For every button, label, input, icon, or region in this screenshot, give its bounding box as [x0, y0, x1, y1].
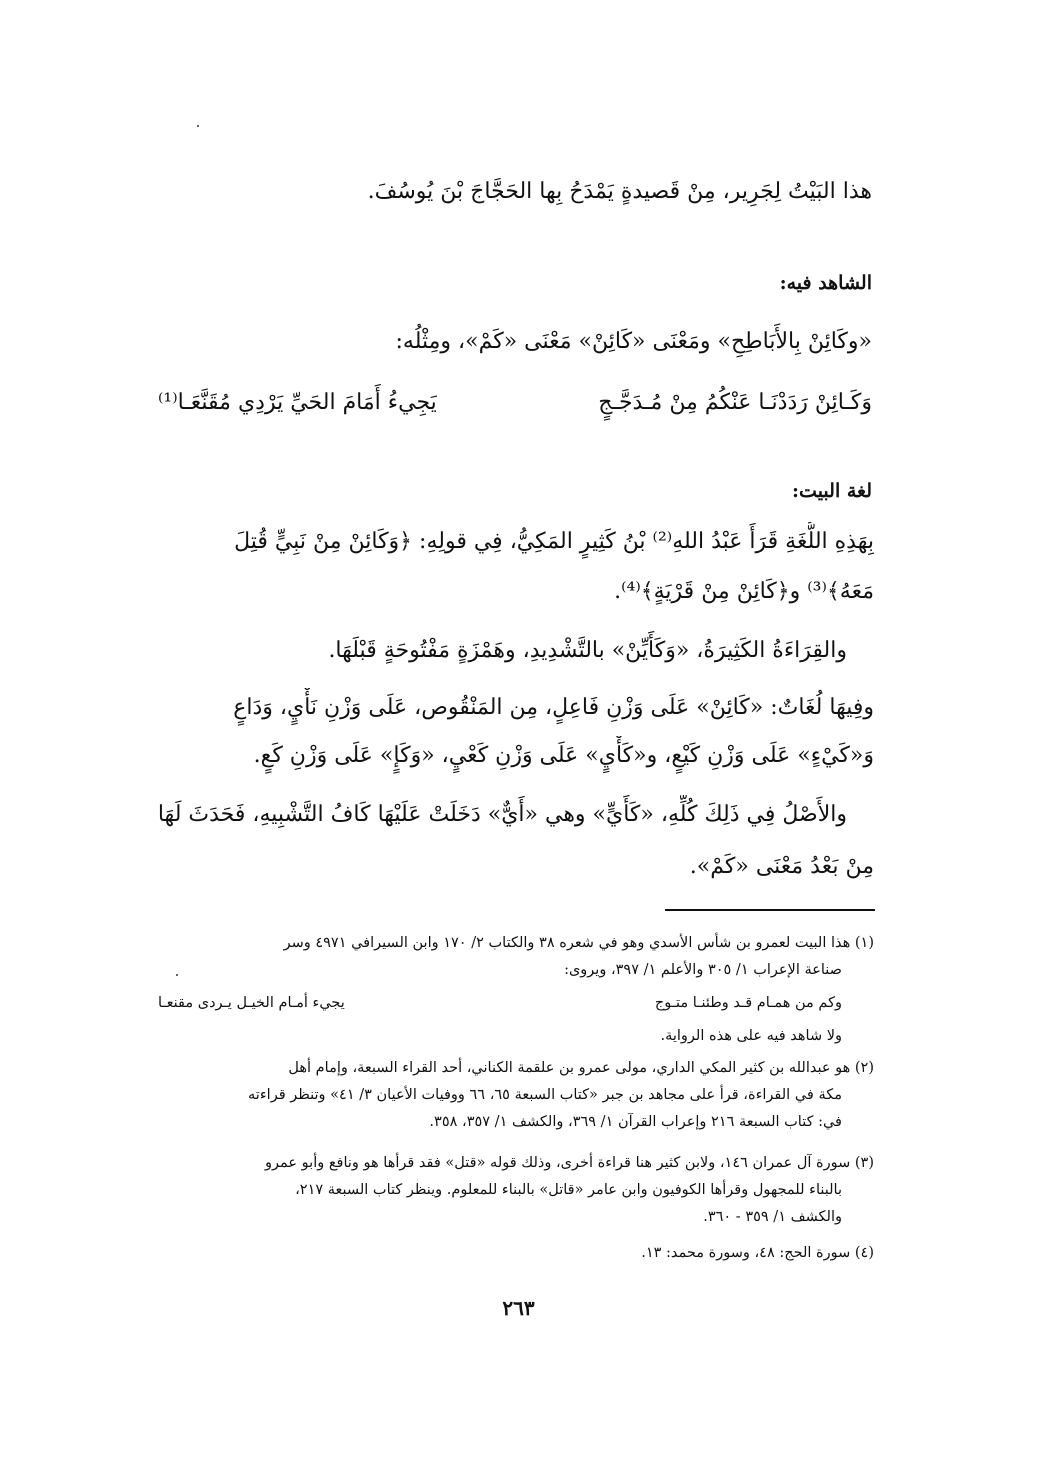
- scan-speck: [197, 125, 199, 127]
- footnote-line: ولا شاهد فيه على هذه الرواية.: [660, 1028, 842, 1044]
- footnote-line: (٤) سورة الحج: ٤٨، وسورة محمد: ١٣.: [641, 1245, 874, 1261]
- body-line: والأَصْلُ فِي ذَلِكَ كُلِّهِ، «كَأَيٍّ» وهي «أَيٌّ» دَخَلَتْ عَلَيْهَا كَافُ التَّشْبِيهِ، فَحَدَثَ لَهَا: [157, 802, 847, 827]
- witness-heading: الشاهد فيه:: [779, 272, 872, 294]
- language-heading: لغة البيت:: [792, 480, 872, 502]
- body-line: وفِيهَا لُغَاتٌ: «كَائِنْ» عَلَى وَزْنِ فَاعِلٍ، مِن المَنْقُوص، عَلَى وَزْنِ نَأْيٍ، وَدَاعٍ: [233, 695, 874, 720]
- intro-line: هذا البَيْتُ لِجَرِير، مِنْ قَصيدةٍ يَمْدَحُ بِها الحَجَّاجَ بْنَ يُوسُفَ.: [367, 179, 872, 204]
- body-line: بِهَذِهِ اللُّغَةِ قَرَأَ عَبْدُ اللهِ⁽²⁾ بْنُ كَثِيرٍ المَكِيُّ، فِي قولِهِ: ﴿وَكَائِنْ مِنْ نَبِيٍّ قُتِلَ: [234, 529, 874, 554]
- footnote-line: بالبناء للمجهول وقرأها الكوفيون وابن عامر «قاتل» بالبناء للمعلوم. وينظر كتاب السبعة ٢١٧،: [295, 1182, 842, 1198]
- footnote-verse-second-hemistich: يجيء أمـام الخيـل يـردى مقنعـا: [158, 995, 345, 1011]
- footnote-verse-first-hemistich: وكم من همـام قـد وطئنـا متـوج: [654, 995, 842, 1011]
- verse-second-hemistich: يَجِيءُ أَمَامَ الحَيِّ يَرْدِي مُقَنَّعَـا⁽¹⁾: [158, 390, 437, 415]
- footnote-line: مكة في القراءة، قرأ على مجاهد بن جبر «كتاب السبعة ٦٥، ٦٦ ووفيات الأعيان ٣/ ٤١» وتنظر قراءته: [248, 1087, 842, 1103]
- footnote-line: (٢) هو عبدالله بن كثير المكي الداري، مولى عمرو بن علقمة الكناني، أحد القراء السبعة، وإمام أهل: [288, 1060, 874, 1076]
- body-line: وَ«كَيْءٍ» عَلَى وَزْنِ كَيْعٍ، و«كَأْيٍ» عَلَى وَزْنِ كَعْيٍ، «وَكَإٍ» عَلَى وَزْنِ كَعٍ.: [253, 743, 874, 768]
- footnote-line: (٣) سورة آل عمران ١٤٦، ولابن كثير هنا قراءة أخرى، وذلك قوله «قتل» فقد قرأها هو ونافع وأبو عمرو: [265, 1155, 874, 1171]
- body-line: والقِرَاءَةُ الكَثِيرَةُ، «وَكَأَيِّنْ» بالتَّشْدِيدِ، وهَمْزَةٍ مَفْتُوحَةٍ قَبْلَهَا.: [328, 638, 847, 663]
- footnote-line: صناعة الإعراب ١/ ٣٠٥ والأعلم ١/ ٣٩٧، ويروى:: [564, 962, 842, 978]
- footnote-separator: [665, 909, 875, 911]
- body-line: مَعَهُ﴾⁽³⁾ و﴿كَائِنْ مِنْ قَرْيَةٍ﴾⁽⁴⁾.: [614, 579, 874, 604]
- footnote-line: (١) هذا البيت لعمرو بن شأس الأسدي وهو في شعره ٣٨ والكتاب ٢/ ١٧٠ وابن السيرافي ٤٩٧١ وسر: [283, 935, 874, 951]
- page-number: ٢٦٣: [502, 1296, 535, 1320]
- body-line: مِنْ بَعْدُ مَعْنَى «كَمْ».: [689, 854, 874, 879]
- witness-line: «وكَائِنْ بِالأَبَاطِحِ» ومَعْنَى «كَائِنْ» مَعْنَى «كَمْ»، ومِثْلُه:: [395, 329, 872, 354]
- footnote-line: في: كتاب السبعة ٢١٦ وإعراب القرآن ١/ ٣٦٩، والكشف ١/ ٣٥٧، ٣٥٨.: [429, 1114, 842, 1130]
- verse-first-hemistich: وَكَـائِنْ رَدَدْنَـا عَنْكُمُ مِنْ مُـدَجَّـجٍ: [598, 390, 872, 415]
- footnote-line: والكشف ١/ ٣٥٩ - ٣٦٠.: [703, 1209, 842, 1225]
